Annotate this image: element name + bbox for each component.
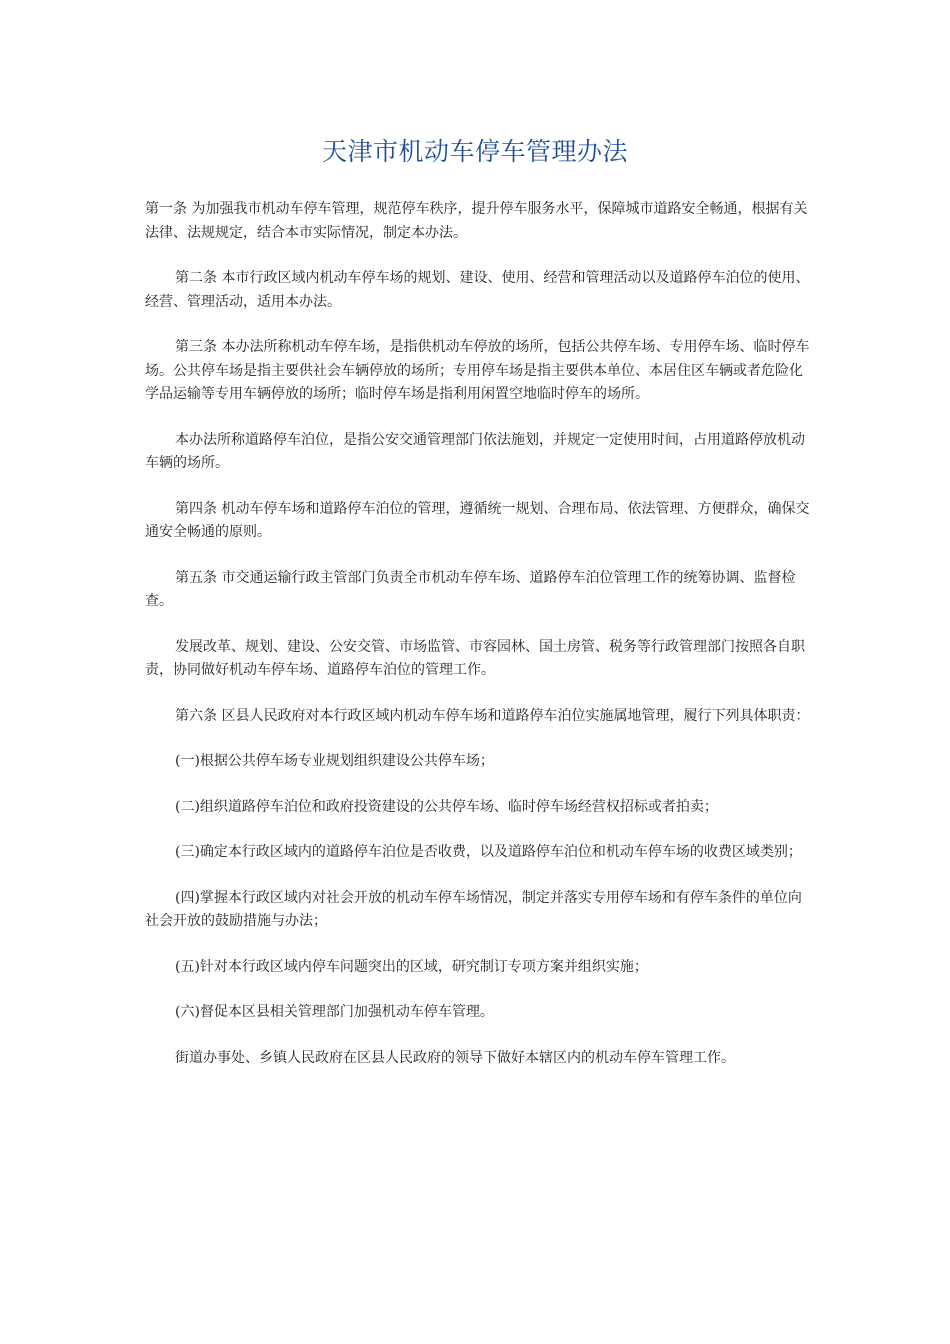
- paragraph-article-2: 第二条 本市行政区域内机动车停车场的规划、建设、使用、经营和管理活动以及道路停车泊位的使用、经营、管理活动，适用本办法。: [145, 270, 810, 310]
- list-item-duty-2: (二)组织道路停车泊位和政府投资建设的公共停车场、临时停车场经营权招标或者拍卖；: [175, 798, 718, 815]
- paragraph-article-5: 第五条 市交通运输行政主管部门负责全市机动车停车场、道路停车泊位管理工作的统筹协调、监督检查。: [145, 569, 796, 609]
- paragraph-subdistrict-offices: 街道办事处、乡镇人民政府在区县人民政府的领导下做好本辖区内的机动车停车管理工作。: [175, 1049, 735, 1066]
- list-item-duty-3: (三)确定本行政区域内的道路停车泊位是否收费，以及道路停车泊位和机动车停车场的收费区域类别；: [175, 844, 802, 860]
- document-title: 天津市机动车停车管理办法: [321, 137, 628, 166]
- paragraph-article-6: 第六条 区县人民政府对本行政区域内机动车停车场和道路停车泊位实施属地管理，履行下列具体职责：: [175, 707, 810, 724]
- list-item-duty-6: (六)督促本区县相关管理部门加强机动车停车管理。: [175, 1004, 494, 1020]
- paragraph-article-3: 第三条 本办法所称机动车停车场，是指供机动车停放的场所，包括公共停车场、专用停车场、临时停车场。公共停车场是指主要供社会车辆停放的场所；专用停车场是指主要供本单位、本居住区车辆或者危险化学品运输等专用车辆停放的场所；临时停车场是指利用闲置空地临时停车的场所。: [145, 339, 810, 402]
- document-body: [145, 198, 813, 1092]
- paragraph-article-4: 第四条 机动车停车场和道路停车泊位的管理，遵循统一规划、合理布局、依法管理、方便群众，确保交通安全畅通的原则。: [145, 500, 810, 540]
- list-item-duty-1: (一)根据公共停车场专业规划组织建设公共停车场；: [175, 753, 494, 769]
- list-item-duty-5: (五)针对本行政区域内停车问题突出的区域，研究制订专项方案并组织实施；: [175, 958, 648, 975]
- paragraph-article-1: 第一条 为加强我市机动车停车管理，规范停车秩序，提升停车服务水平，保障城市道路安全畅通，根据有关法律、法规规定，结合本市实际情况，制定本办法。: [145, 201, 808, 241]
- list-item-duty-4: (四)掌握本行政区域内对社会开放的机动车停车场情况，制定并落实专用停车场和有停车条件的单位向社会开放的鼓励措施与办法；: [145, 889, 802, 929]
- paragraph-road-parking-definition: 本办法所称道路停车泊位，是指公安交通管理部门依法施划，并规定一定使用时间，占用道路停放机动车辆的场所。: [145, 431, 805, 471]
- paragraph-departments: 发展改革、规划、建设、公安交管、市场监管、市容园林、国土房管、税务等行政管理部门按照各自职责，协同做好机动车停车场、道路停车泊位的管理工作。: [145, 638, 805, 678]
